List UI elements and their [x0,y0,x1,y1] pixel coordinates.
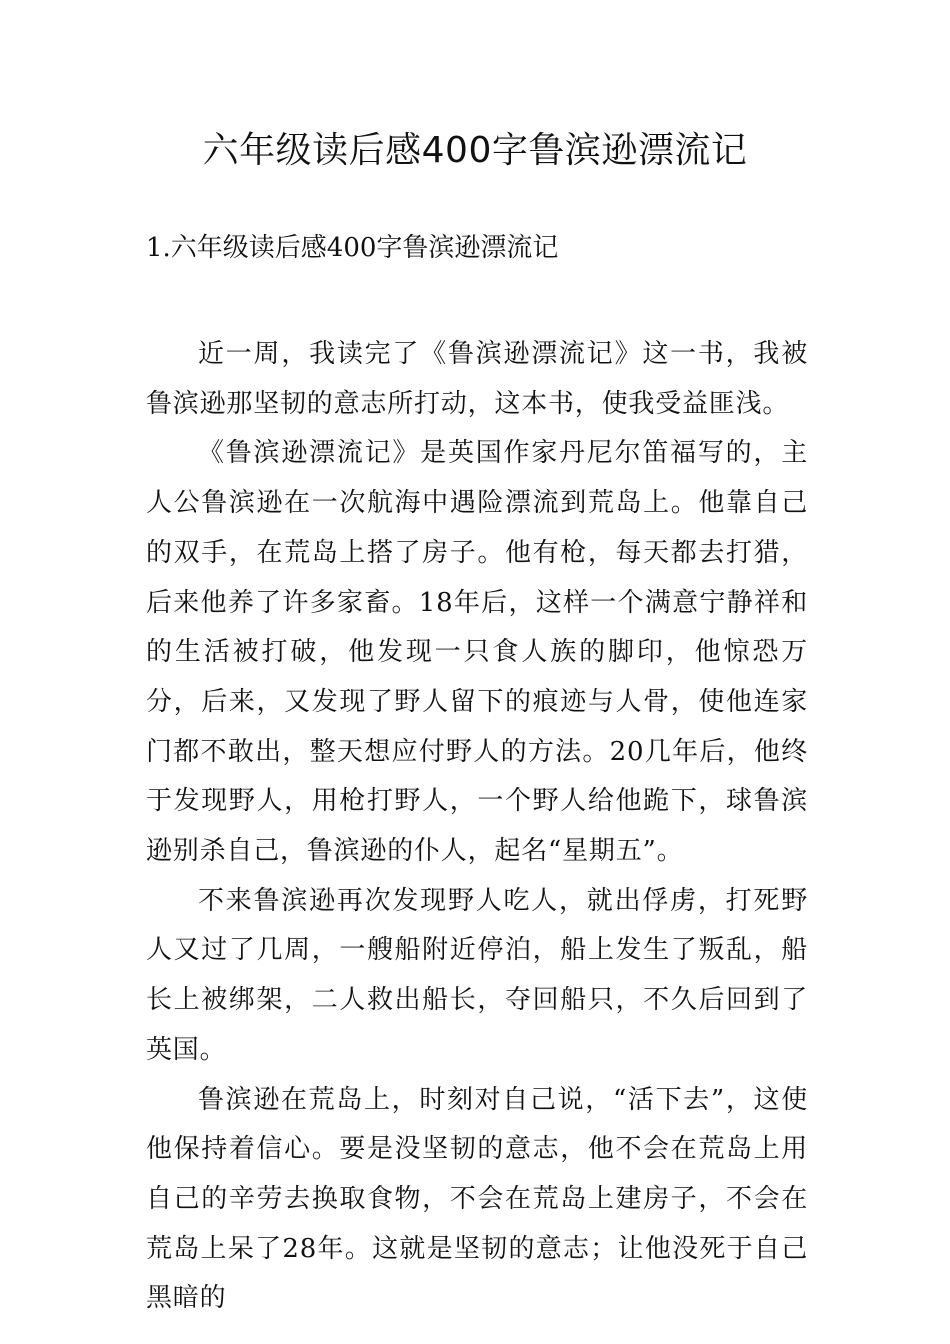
paragraph: 近一周，我读完了《鲁滨逊漂流记》这一书，我被鲁滨逊那坚韧的意志所打动，这本书，使我受益匪浅。 [146,339,808,419]
document-title: 六年级读后感400字鲁滨逊漂流记 [202,130,748,171]
paragraph: 不来鲁滨逊再次发现野人吃人，就出俘虏，打死野人又过了几周，一艘船附近停泊，船上发生了叛乱，船长上被绑架，二人救出船长，夺回船只，不久后回到了英国。 [146,885,808,1065]
paragraph: 鲁滨逊在荒岛上，时刻对自己说，“活下去”，这使他保持着信心。要是没坚韧的意志，他不会在荒岛上用自己的辛劳去换取食物，不会在荒岛上建房子，不会在荒岛上呆了28年。这就是坚韧的意志；让他没死于自己黑暗的 [146,1084,808,1314]
section-heading: 1.六年级读后感400字鲁滨逊漂流记 [146,233,559,263]
paragraph: 《鲁滨逊漂流记》是英国作家丹尼尔笛福写的，主人公鲁滨逊在一次航海中遇险漂流到荒岛上。他靠自己的双手，在荒岛上搭了房子。他有枪，每天都去打猎，后来他养了许多家畜。18年后，这样一个满意宁静祥和的生活被打破，他发现一只食人族的脚印，他惊恐万分，后来，又发现了野人留下的痕迹与人骨，使他连家门都不敢出，整天想应付野人的方法。20几年后，他终于发现野人，用枪打野人，一个野人给他跪下，球鲁滨逊别杀自己，鲁滨逊的仆人，起名“星期五”。 [146,438,808,867]
document-body [146,330,808,1324]
